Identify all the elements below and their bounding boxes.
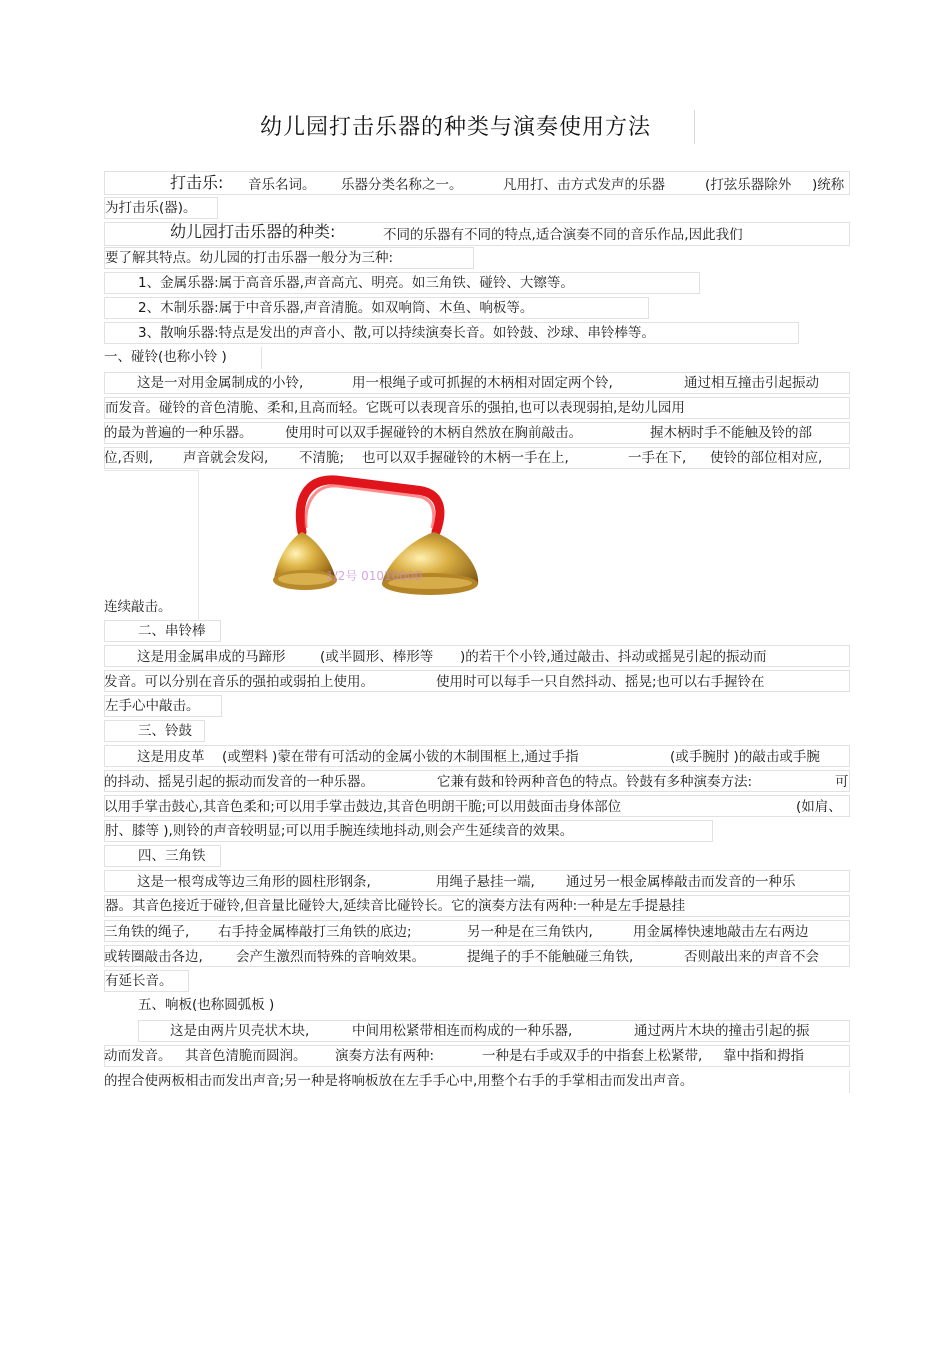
s4-text-4d: 否则敲出来的声音不会 xyxy=(684,949,819,965)
s1-text-1b: 用一根绳子或可抓握的木柄相对固定两个铃, xyxy=(352,375,613,391)
intro-def-b: 乐器分类名称之一。 xyxy=(341,177,463,193)
types-text-2: 要了解其特点。幼儿园的打击乐器一般分为三种: xyxy=(104,247,474,269)
s2-text-3: 左手心中敲击。 xyxy=(104,695,222,717)
types-text-1: 不同的乐器有不同的特点,适合演奏不同的音乐作品,因此我们 xyxy=(383,227,743,243)
s2-text-1b: (或半圆形、棒形等 xyxy=(320,649,434,665)
s2-text-2b: 使用时可以每手一只自然抖动、摇晃;也可以右手握铃在 xyxy=(436,674,765,690)
section-heading-5: 五、响板(也称圆弧板 ) xyxy=(138,997,275,1013)
types-item-3: 3、散响乐器:特点是发出的声音小、散,可以持续演奏长音。如铃鼓、沙球、串铃棒等。 xyxy=(104,322,799,344)
s4-text-3a: 三角铁的绳子, xyxy=(104,924,190,940)
s3-text-2a: 的抖动、摇晃引起的振动而发音的一种乐器。 xyxy=(104,774,374,790)
s5-text-2e: 靠中指和拇指 xyxy=(723,1048,804,1064)
types-item-2: 2、木制乐器:属于中音乐器,声音清脆。如双响筒、木鱼、响板等。 xyxy=(104,297,649,319)
bells-image xyxy=(266,470,486,598)
s2-text-2a: 发音。可以分别在音乐的强拍或弱拍上使用。 xyxy=(104,674,374,690)
s2-text-1c: )的若干个小铃,通过敲击、抖动或摇晃引起的振动而 xyxy=(460,649,767,665)
types-item-1: 1、金属乐器:属于高音乐器,声音高亢、明亮。如三角铁、碰铃、大镲等。 xyxy=(104,272,700,294)
s3-text-3b: (如肩、 xyxy=(796,799,842,815)
s5-text-2a: 动而发音。 xyxy=(104,1048,172,1064)
intro-term: 打击乐: xyxy=(170,173,224,192)
s4-text-1c: 通过另一根金属棒敲击而发音的一种乐 xyxy=(566,874,796,890)
s5-text-1b: 中间用松紧带相连而构成的一种乐器, xyxy=(352,1023,573,1039)
s1-text-4e: 一手在下, xyxy=(628,450,687,466)
s5-text-2c: 演奏方法有两种: xyxy=(335,1048,435,1064)
s3-text-2b: 它兼有鼓和铃两种音色的特点。铃鼓有多种演奏方法: xyxy=(437,774,753,790)
intro-def-e: )统称 xyxy=(812,177,845,193)
s1-text-4a: 位,否则, xyxy=(104,450,154,466)
s3-text-1a: 这是用皮革 xyxy=(137,749,205,765)
s1-text-2: 而发音。碰铃的音色清脆、柔和,且高而轻。它既可以表现音乐的强拍,也可以表现弱拍,是幼儿园用 xyxy=(104,397,850,419)
s3-text-3a: 以用手掌击鼓心,其音色柔和;可以用手掌击鼓边,其音色明朗干脆;可以用鼓面击身体部位 xyxy=(104,799,622,815)
s4-text-1b: 用绳子悬挂一端, xyxy=(436,874,535,890)
s5-text-2b: 其音色清脆而圆润。 xyxy=(185,1048,307,1064)
s1-text-1c: 通过相互撞击引起振动 xyxy=(684,375,819,391)
s3-text-4: 肘、膝等 ),则铃的声音较明显;可以用手腕连续地抖动,则会产生延续音的效果。 xyxy=(104,820,713,842)
s4-text-5: 有延长音。 xyxy=(104,970,189,992)
section-heading-2: 二、串铃棒 xyxy=(104,620,221,642)
intro-def-c: 凡用打、击方式发声的乐器 xyxy=(503,177,665,193)
intro-line-2: 为打击乐(器)。 xyxy=(104,197,218,219)
s1-text-4d: 也可以双手握碰铃的木柄一手在上, xyxy=(362,450,569,466)
s1-text-4c: 不清脆; xyxy=(299,450,345,466)
intro-def-a: 音乐名词。 xyxy=(248,177,316,193)
s1-text-4f: 使铃的部位相对应, xyxy=(710,450,823,466)
s3-text-2c: 可 xyxy=(835,774,849,790)
s4-text-2: 器。其音色接近于碰铃,但音量比碰铃大,延续音比碰铃长。它的演奏方法有两种:一种是左手提悬挂 xyxy=(104,895,850,917)
s3-text-1c: (或手腕肘 )的敲击或手腕 xyxy=(670,749,820,765)
s4-text-4c: 提绳子的手不能触碰三角铁, xyxy=(467,949,634,965)
section-heading-4: 四、三角铁 xyxy=(104,845,221,867)
title-divider xyxy=(694,110,695,144)
s5-text-3: 的捏合使两板相击而发出声音;另一种是将响板放在左手手心中,用整个右手的手掌相击而发出声音。 xyxy=(104,1071,850,1093)
s1-text-3c: 握木柄时手不能触及铃的部 xyxy=(650,425,812,441)
section-heading-1: 一、碰铃(也称小铃 ) xyxy=(104,347,262,369)
s4-text-3b: 右手持金属棒敲打三角铁的底边; xyxy=(218,924,412,940)
s4-text-4a: 或转圈敲击各边, xyxy=(104,949,203,965)
s1-text-3b: 使用时可以双手握碰铃的木柄自然放在胸前敲击。 xyxy=(285,425,582,441)
intro-def-d: (打弦乐器除外 xyxy=(705,177,792,193)
s1-text-1a: 这是一对用金属制成的小铃, xyxy=(137,375,304,391)
image-watermark: 1/2号 01010000 xyxy=(326,569,423,583)
section-heading-3: 三、铃鼓 xyxy=(104,720,205,742)
s1-text-3a: 的最为普遍的一种乐器。 xyxy=(104,425,253,441)
s4-text-3d: 用金属棒快速地敲击左右两边 xyxy=(633,924,809,940)
s5-text-2d: 一种是右手或双手的中指套上松紧带, xyxy=(482,1048,703,1064)
s2-text-1a: 这是用金属串成的马蹄形 xyxy=(137,649,286,665)
s1-text-5: 连续敲击。 xyxy=(104,599,172,615)
types-heading: 幼儿园打击乐器的种类: xyxy=(170,222,336,241)
document-title: 幼儿园打击乐器的种类与演奏使用方法 xyxy=(260,115,652,140)
s4-text-4b: 会产生激烈而特殊的音响效果。 xyxy=(236,949,425,965)
s1-text-4b: 声音就会发闷, xyxy=(183,450,269,466)
s5-text-1c: 通过两片木块的撞击引起的振 xyxy=(634,1023,810,1039)
s3-text-1b: (或塑料 )蒙在带有可活动的金属小钹的木制围框上,通过手指 xyxy=(222,749,579,765)
s4-text-3c: 另一种是在三角铁内, xyxy=(467,924,593,940)
s5-text-1a: 这是由两片贝壳状木块, xyxy=(170,1023,310,1039)
s4-text-1a: 这是一根弯成等边三角形的圆柱形钢条, xyxy=(137,874,371,890)
